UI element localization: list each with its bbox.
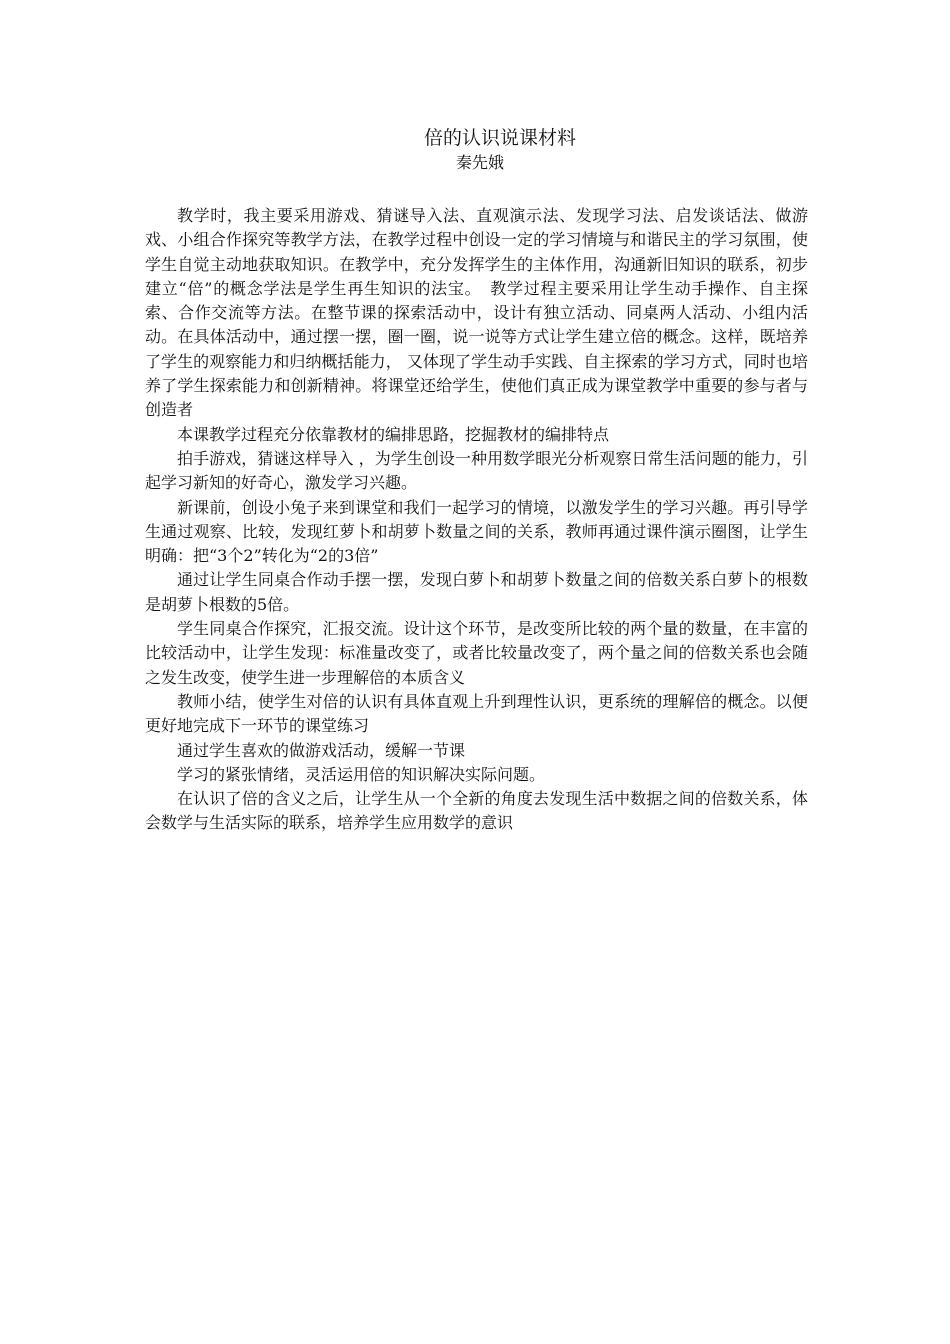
document-body [145, 204, 808, 836]
paragraph: 教师小结，使学生对倍的认识有具体直观上升到理性认识，更系统的理解倍的概念。以便更好地完成下一环节的课堂练习 [145, 691, 808, 736]
paragraph: 新课前，创设小兔子来到课堂和我们一起学习的情境，以激发学生的学习兴趣。再引导学生通过观察、比较，发现红萝卜和胡萝卜数量之间的关系，教师再通过课件演示圈图，让学生明确：把“3个2”转化为“2的3倍” [145, 497, 808, 566]
paragraph: 教学时，我主要采用游戏、猜谜导入法、直观演示法、发现学习法、启发谈话法、做游戏、小组合作探究等教学方法，在教学过程中创设一定的学习情境与和谐民主的学习氛围，使学生自觉主动地获取知识。在教学中，充分发挥学生的主体作用，沟通新旧知识的联系，初步建立“倍”的概念学法是学生再生知识的法宝。 教学过程主要采用让学生动手操作、自主探索、合作交流等方法。在整节课的探索活动中，设计有独立活动、同桌两人活动、小组内活动。在具体活动中，通过摆一摆，圈一圈，说一说等方式让学生建立倍的概念。这样，既培养了学生的观察能力和归纳概括能力， 又体现了学生动手实践、自主探索的学习方式，同时也培养了学生探索能力和创新精神。将课堂还给学生，使他们真正成为课堂教学中重要的参与者与创造者 [145, 206, 808, 420]
paragraph: 通过让学生同桌合作动手摆一摆，发现白萝卜和胡萝卜数量之间的倍数关系白萝卜的根数是胡萝卜根数的5倍。 [145, 570, 808, 614]
paragraph: 拍手游戏，猜谜这样导入 ，为学生创设一种用数学眼光分析观察日常生活问题的能力，引起学习新知的好奇心，激发学习兴趣。 [145, 448, 808, 493]
paragraph: 本课教学过程充分依靠教材的编排思路，挖掘教材的编排特点 [177, 424, 610, 444]
paragraph: 通过学生喜欢的做游戏活动，缓解一节课 [177, 740, 466, 760]
document-author: 秦先娥 [455, 153, 504, 172]
paragraph: 学生同桌合作探究，汇报交流。设计这个环节，是改变所比较的两个量的数量，在丰富的比较活动中，让学生发现：标准量改变了，或者比较量改变了，两个量之间的倍数关系也会随之发生改变，使学生进一步理解倍的本质含义 [145, 619, 808, 687]
paragraph: 学习的紧张情绪，灵活运用倍的知识解决实际问题。 [177, 764, 546, 784]
paragraph: 在认识了倍的含义之后，让学生从一个全新的角度去发现生活中数据之间的倍数关系，体会数学与生活实际的联系，培养学生应用数学的意识 [145, 789, 808, 833]
document-title: 倍的认识说课材料 [423, 127, 576, 149]
